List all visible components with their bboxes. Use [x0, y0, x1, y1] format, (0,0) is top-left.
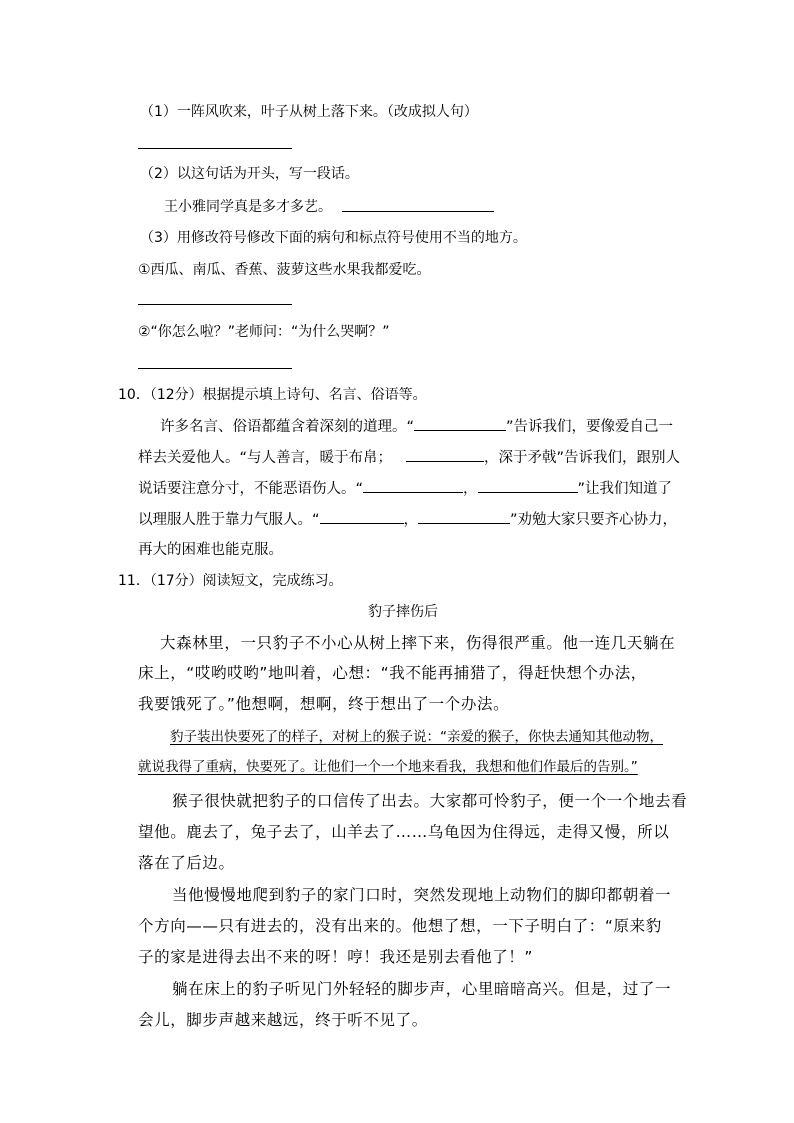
fill-blank-2[interactable] [406, 447, 484, 462]
q9-sub1: （1）一阵风吹来，叶子从树上落下来。（改成拟人句） [140, 104, 478, 120]
q10-line2-text-a: 样去关爱他人。“与人善言，暖于布帛； [138, 450, 393, 466]
q10-line4-text-b: ， [403, 512, 419, 528]
q10-line3-text-c: ”让我们知道了 [577, 481, 673, 497]
q10-line3-text-a: 说话要注意分寸，不能恶语伤人。“ [138, 481, 364, 497]
q9-sub2: （2）以这句话为开头，写一段话。 [140, 166, 359, 182]
answer-line-2[interactable] [342, 211, 494, 212]
q9-sub3-b: ②“你怎么啦？”老师问：“为什么哭啊？” [138, 324, 390, 340]
passage-title: 豹子摔伤后 [368, 604, 438, 620]
q10-line4-text-a: 以理服人胜于靠力气服人。“ [138, 512, 320, 528]
fill-blank-6[interactable] [418, 509, 510, 524]
fill-blank-1[interactable] [414, 416, 506, 431]
passage-line-9: 当他慢慢地爬到豹子的家门口时，突然发现地上动物们的脚印都朝着一 [172, 886, 672, 904]
passage-line-11: 子的家是进得去出不来的呀！哼！我还是别去看他了！” [138, 948, 534, 966]
q10-line5: 再大的困难也能克服。 [138, 542, 283, 558]
answer-line-4[interactable] [138, 368, 292, 369]
q9-sub2-prompt-text: 王小雅同学真是多才多艺。 [164, 199, 332, 215]
passage-line-13: 会儿，脚步声越来越远，终于听不见了。 [138, 1011, 428, 1029]
q10-line3-text-b: ， [463, 481, 478, 497]
q9-sub2-prompt [164, 198, 332, 216]
q10-line1-text-a: 许多名言、俗语都蕴含着深刻的道理。“ [160, 419, 415, 435]
q10-line1-text-b: ”告诉我们，要像爱自己一 [506, 419, 674, 435]
fill-blank-3[interactable] [363, 478, 463, 493]
passage-line-6: 猴子很快就把豹子的口信传了出去。大家都可怜豹子，便一个一个地去看 [172, 792, 688, 810]
passage-underlined-line-5: 就说我得了重病，快要死了。让他们一个一个地来看我，我想和他们作最后的告别。” [138, 759, 638, 775]
passage-line-2: 床上，“哎哟哎哟”地叫着，心想：“我不能再捕猎了，得赶快想个办法， [138, 664, 647, 682]
q10-line2-text-b: ，深于矛戟”告诉我们，跟别人 [484, 450, 681, 466]
q10-header: 10．（12分）根据提示填上诗句、名言、俗语等。 [118, 387, 427, 403]
passage-line-1: 大森林里，一只豹子不小心从树上摔下来，伤得很严重。他一连几天躺在 [160, 634, 676, 652]
q10-line4-text-c: ”劝勉大家只要齐心协力， [510, 512, 678, 528]
passage-line-10: 个方向——只有进去的，没有出来的。他想了想，一下子明白了：“原来豹 [138, 917, 662, 935]
passage-underlined-line-4: 豹子装出快要死了的样子，对树上的猴子说：“亲爱的猴子，你快去通知其他动物， [170, 729, 663, 745]
passage-line-8: 落在了后边。 [138, 854, 235, 872]
q10-line4 [138, 509, 677, 529]
fill-blank-4[interactable] [478, 478, 578, 493]
q11-header: 11．（17分）阅读短文，完成练习。 [118, 573, 343, 589]
q10-line2 [138, 447, 680, 467]
passage-line-3: 我要饿死了。”他想啊，想啊，终于想出了一个办法。 [138, 695, 510, 713]
q9-sub3: （3）用修改符号修改下面的病句和标点符号使用不当的地方。 [140, 230, 527, 246]
fill-blank-5[interactable] [320, 509, 404, 524]
passage-line-7: 望他。鹿去了，兔子去了，山羊去了……乌龟因为住得远，走得又慢，所以 [138, 823, 670, 841]
answer-line-3[interactable] [138, 304, 292, 305]
q10-line3 [138, 478, 672, 498]
q10-line1 [160, 416, 673, 436]
q9-sub3-a: ①西瓜、南瓜、香蕉、菠萝这些水果我都爱吃。 [138, 262, 431, 278]
answer-line-1[interactable] [138, 148, 292, 149]
passage-line-12: 躺在床上的豹子听见门外轻轻的脚步声，心里暗暗高兴。但是，过了一 [172, 980, 672, 998]
